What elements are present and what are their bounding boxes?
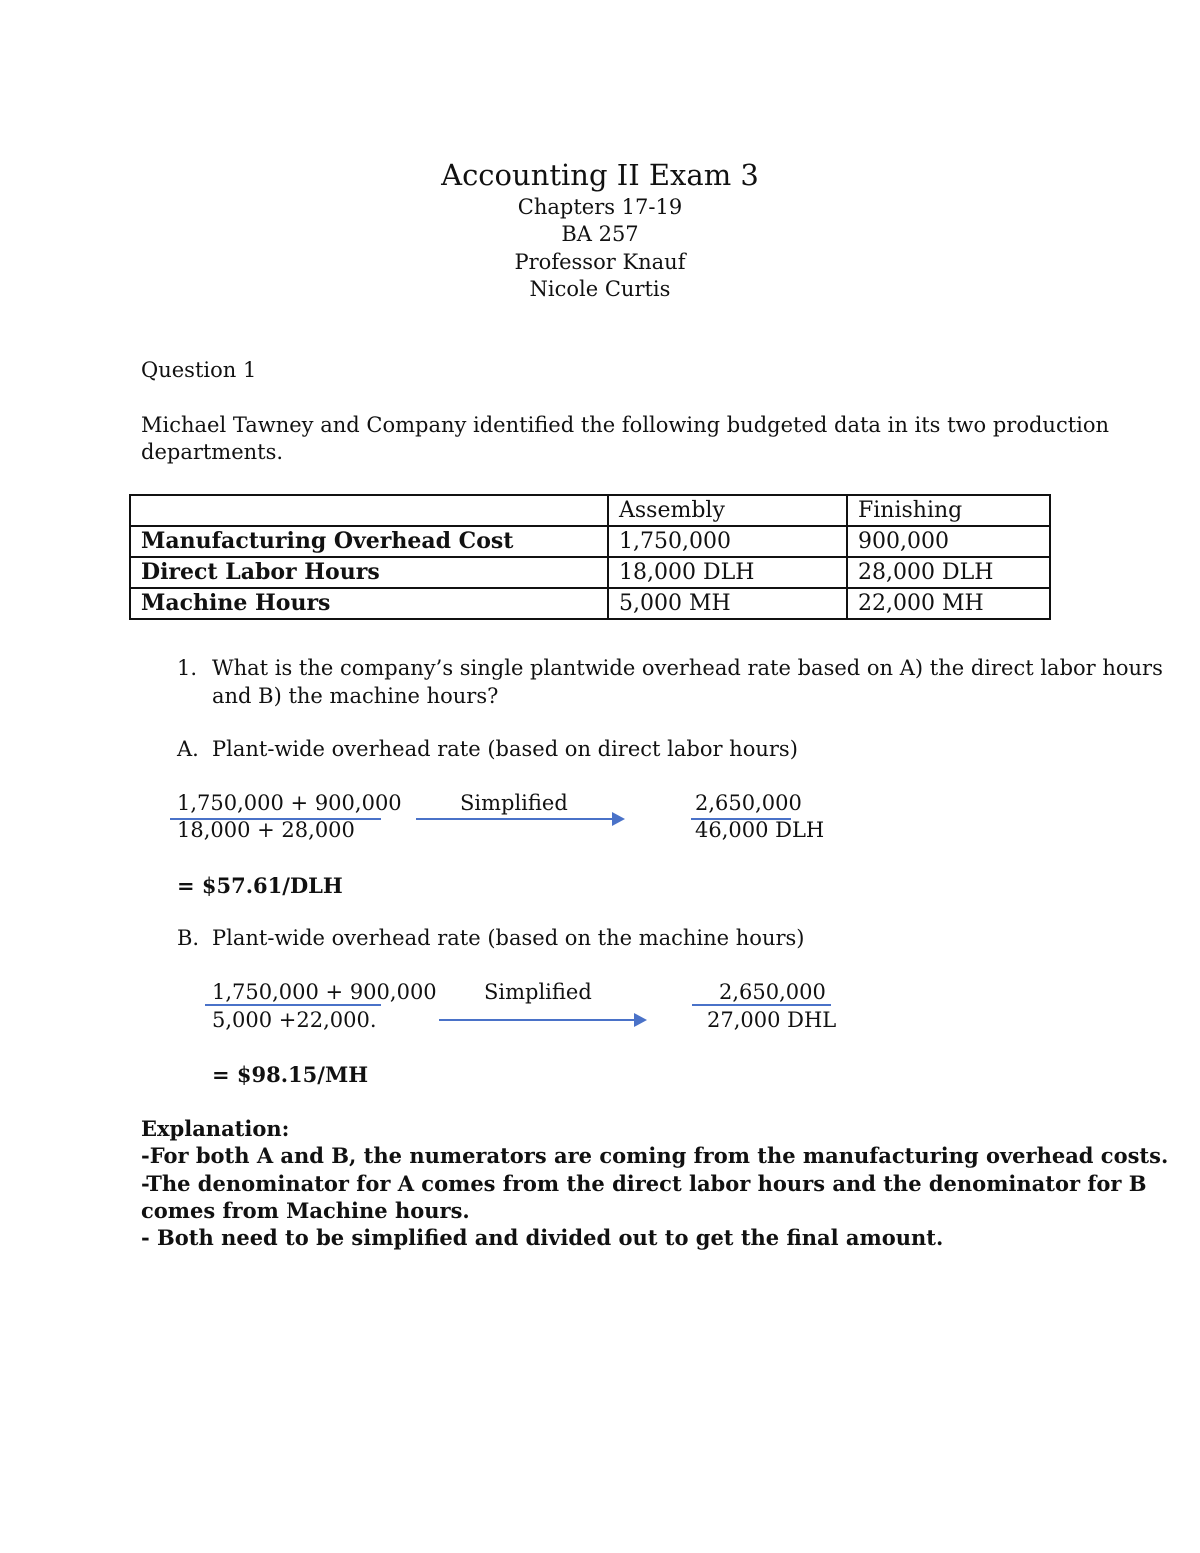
part-a-denominator: 18,000 + 28,000 <box>177 818 355 842</box>
table-header-row <box>130 495 1050 526</box>
chapters-line: Chapters 17-19 <box>517 195 683 219</box>
budget-table <box>129 494 1051 620</box>
table-row <box>130 526 1050 557</box>
part-b-simplified-numerator: 2,650,000 <box>719 980 826 1004</box>
part-a-arrow-line <box>416 818 614 820</box>
arrow-right-icon <box>634 1013 647 1027</box>
document-title: Accounting II Exam 3 <box>441 158 759 192</box>
table-row-label: Manufacturing Overhead Cost <box>130 526 608 557</box>
student-name: Nicole Curtis <box>529 277 671 301</box>
q1-number: 1. <box>177 656 198 680</box>
explanation-line3: comes from Machine hours. <box>141 1198 470 1223</box>
part-a-numerator: 1,750,000 + 900,000 <box>177 791 402 815</box>
table-cell: 28,000 DLH <box>847 557 1050 588</box>
part-b-letter: B. <box>177 926 200 950</box>
part-b-fraction-line <box>205 1004 381 1006</box>
q1-text-line2: and B) the machine hours? <box>212 684 499 708</box>
part-a-letter: A. <box>177 737 199 761</box>
table-header-cell: Finishing <box>847 495 1050 526</box>
explanation-heading: Explanation: <box>141 1116 290 1141</box>
table-cell: 18,000 DLH <box>608 557 847 588</box>
part-b-arrow-label: Simplified <box>484 980 592 1004</box>
table-cell: 900,000 <box>847 526 1050 557</box>
part-a-heading: Plant-wide overhead rate (based on direct labor hours) <box>212 737 798 761</box>
table-cell: 1,750,000 <box>608 526 847 557</box>
table-cell: 5,000 MH <box>608 588 847 619</box>
q1-text-line1: What is the company’s single plantwide overhead rate based on A) the direct labor hours <box>212 656 1163 680</box>
table-header-cell: Assembly <box>608 495 847 526</box>
table-header-cell <box>130 495 608 526</box>
table-cell: 22,000 MH <box>847 588 1050 619</box>
question-intro-line2: departments. <box>141 440 284 464</box>
part-a-simplified-numerator: 2,650,000 <box>695 791 802 815</box>
part-a-arrow-label: Simplified <box>460 791 568 815</box>
part-a-result: = $57.61/DLH <box>177 873 343 898</box>
table-row <box>130 557 1050 588</box>
part-b-denominator: 5,000 +22,000. <box>212 1008 377 1032</box>
question-label: Question 1 <box>141 358 257 382</box>
part-a-simplified-denominator: 46,000 DLH <box>695 818 825 842</box>
table-row-label: Machine Hours <box>130 588 608 619</box>
part-b-simplified-denominator: 27,000 DHL <box>707 1008 837 1032</box>
explanation-line2: -The denominator for A comes from the direct labor hours and the denominator for B <box>141 1171 1147 1196</box>
question-intro-line1: Michael Tawney and Company identified the following budgeted data in its two production <box>141 413 1110 437</box>
explanation-line4: - Both need to be simplified and divided out to get the final amount. <box>141 1225 944 1250</box>
part-b-arrow-line <box>439 1019 636 1021</box>
part-b-simplified-fraction-line <box>692 1004 831 1006</box>
explanation-line1: -For both A and B, the numerators are coming from the manufacturing overhead costs. <box>141 1143 1169 1168</box>
part-b-result: = $98.15/MH <box>212 1062 369 1087</box>
course-line: BA 257 <box>561 222 639 246</box>
table-row <box>130 588 1050 619</box>
part-b-numerator: 1,750,000 + 900,000 <box>212 980 437 1004</box>
table-row-label: Direct Labor Hours <box>130 557 608 588</box>
part-b-heading: Plant-wide overhead rate (based on the machine hours) <box>212 926 805 950</box>
professor-line: Professor Knauf <box>514 250 686 274</box>
arrow-right-icon <box>612 812 625 826</box>
